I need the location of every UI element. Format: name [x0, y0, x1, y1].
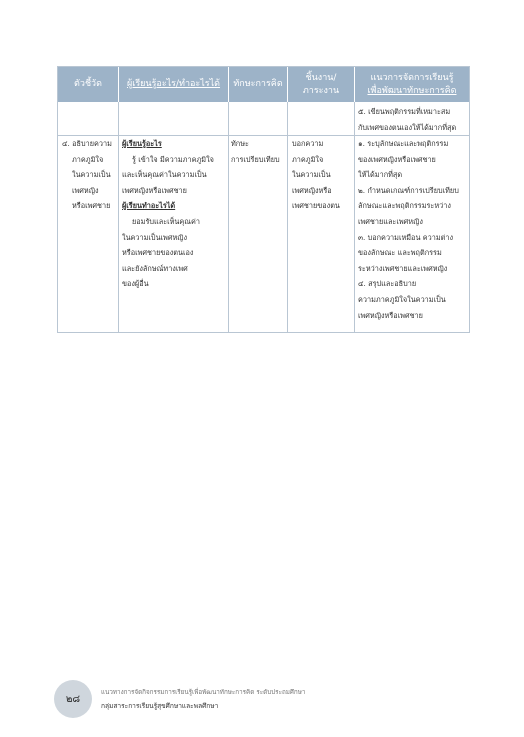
activity-line: ๕. เขียนพฤติกรรมที่เหมาะสม	[358, 107, 451, 116]
learn-line: และเห็นคุณค่าในความเป็น	[122, 170, 207, 180]
task-line: ภาคภูมิใจ	[292, 154, 324, 164]
indicator-line: ในความเป็น	[72, 170, 111, 180]
header-task	[288, 67, 355, 102]
indicator-line: เพศหญิง	[72, 185, 99, 195]
learn-heading: ผู้เรียนรู้อะไร	[122, 139, 162, 148]
do-line: ในความเป็นเพศหญิง	[122, 232, 188, 242]
column-divider	[287, 102, 288, 332]
activity-line: ของลักษณะ และพฤติกรรม	[358, 248, 442, 258]
do-line: หรือเพศชายของตนเอง	[122, 248, 194, 258]
activity-line: ให้ได้มากที่สุด	[358, 170, 403, 180]
activity-line: ความภาคภูมิใจในความเป็น	[358, 294, 446, 304]
activity-line: ลักษณะและพฤติกรรมระหว่าง	[358, 201, 451, 211]
header-skill	[229, 67, 288, 102]
task-line: บอกความ	[292, 139, 324, 148]
activity-line: ๑. ระบุลักษณะและพฤติกรรม	[358, 139, 449, 148]
curriculum-table	[57, 66, 470, 333]
footer-subject: กลุ่มสาระการเรียนรู้สุขศึกษาและพลศึกษา	[101, 702, 219, 710]
do-heading: ผู้เรียนทำอะไรได้	[122, 201, 176, 211]
activity-cell	[358, 136, 459, 323]
activity-line: เพศชายและเพศหญิง	[358, 216, 423, 226]
do-line: ของผู้อื่น	[122, 279, 149, 289]
header-activity	[355, 67, 469, 102]
top-row-activities	[358, 104, 456, 135]
column-divider	[354, 102, 355, 332]
indicator-line: ๔. อธิบายความ	[62, 139, 112, 148]
do-line: ยอมรับและเห็นคุณค่า	[132, 216, 201, 226]
footer-book-title: แนวทางการจัดกิจกรรมการเรียนรู้เพื่อพัฒนาทักษะการคิด ระดับประถมศึกษา	[101, 689, 306, 696]
do-line: และยังลักษณ์ทางเพศ	[122, 263, 188, 273]
header-indicator-text: ตัวชี้วัด	[74, 79, 102, 89]
skill-line: ทักษะ	[231, 139, 249, 148]
task-line: เพศหญิงหรือ	[292, 185, 332, 195]
page-number-badge	[54, 680, 92, 718]
column-divider	[228, 102, 229, 332]
table-header	[58, 67, 469, 102]
learn-line: เพศหญิงหรือเพศชาย	[122, 185, 187, 195]
indicator-line: ภาคภูมิใจ	[72, 154, 104, 164]
activity-line: ระหว่างเพศชายและเพศหญิง	[358, 263, 448, 273]
header-task-text-1: ชิ้นงาน/	[305, 72, 337, 83]
header-indicator	[58, 67, 119, 102]
task-cell	[292, 136, 340, 214]
activity-line: กับเพศของตนเองให้ได้มากที่สุด	[358, 122, 457, 132]
task-line: เพศชายของตน	[292, 201, 340, 211]
header-learn-text: ผู้เรียนรู้อะไร/ทำอะไรได้	[126, 79, 221, 89]
activity-line: ๓. บอกความเหมือน ความต่าง	[358, 232, 454, 242]
header-activity-text-2: เพื่อพัฒนาทักษะการคิด	[367, 85, 457, 96]
skill-cell	[231, 136, 280, 167]
header-learn	[119, 67, 229, 102]
learn-cell	[122, 136, 214, 292]
skill-line: การเปรียบเทียบ	[231, 154, 280, 164]
activity-line: ของเพศหญิงหรือเพศชาย	[358, 154, 436, 164]
header-task-text-2: ภาระงาน	[302, 85, 340, 96]
header-skill-text: ทักษะการคิด	[233, 79, 283, 89]
activity-line: ๒. กำหนดเกณฑ์การเปรียบเทียบ	[358, 185, 459, 195]
learn-line: รู้ เข้าใจ มีความภาคภูมิใจ	[132, 154, 214, 164]
indicator-line: หรือเพศชาย	[72, 201, 111, 211]
task-line: ในความเป็น	[292, 170, 331, 180]
indicator-cell	[62, 136, 112, 214]
activity-line: ๔. สรุปและอธิบาย	[358, 279, 417, 289]
header-activity-text-1: แนวการจัดการเรียนรู้	[370, 72, 454, 83]
column-divider	[118, 102, 119, 332]
page-number: ๒๘	[65, 693, 81, 705]
activity-line: เพศหญิงหรือเพศชาย	[358, 310, 423, 320]
